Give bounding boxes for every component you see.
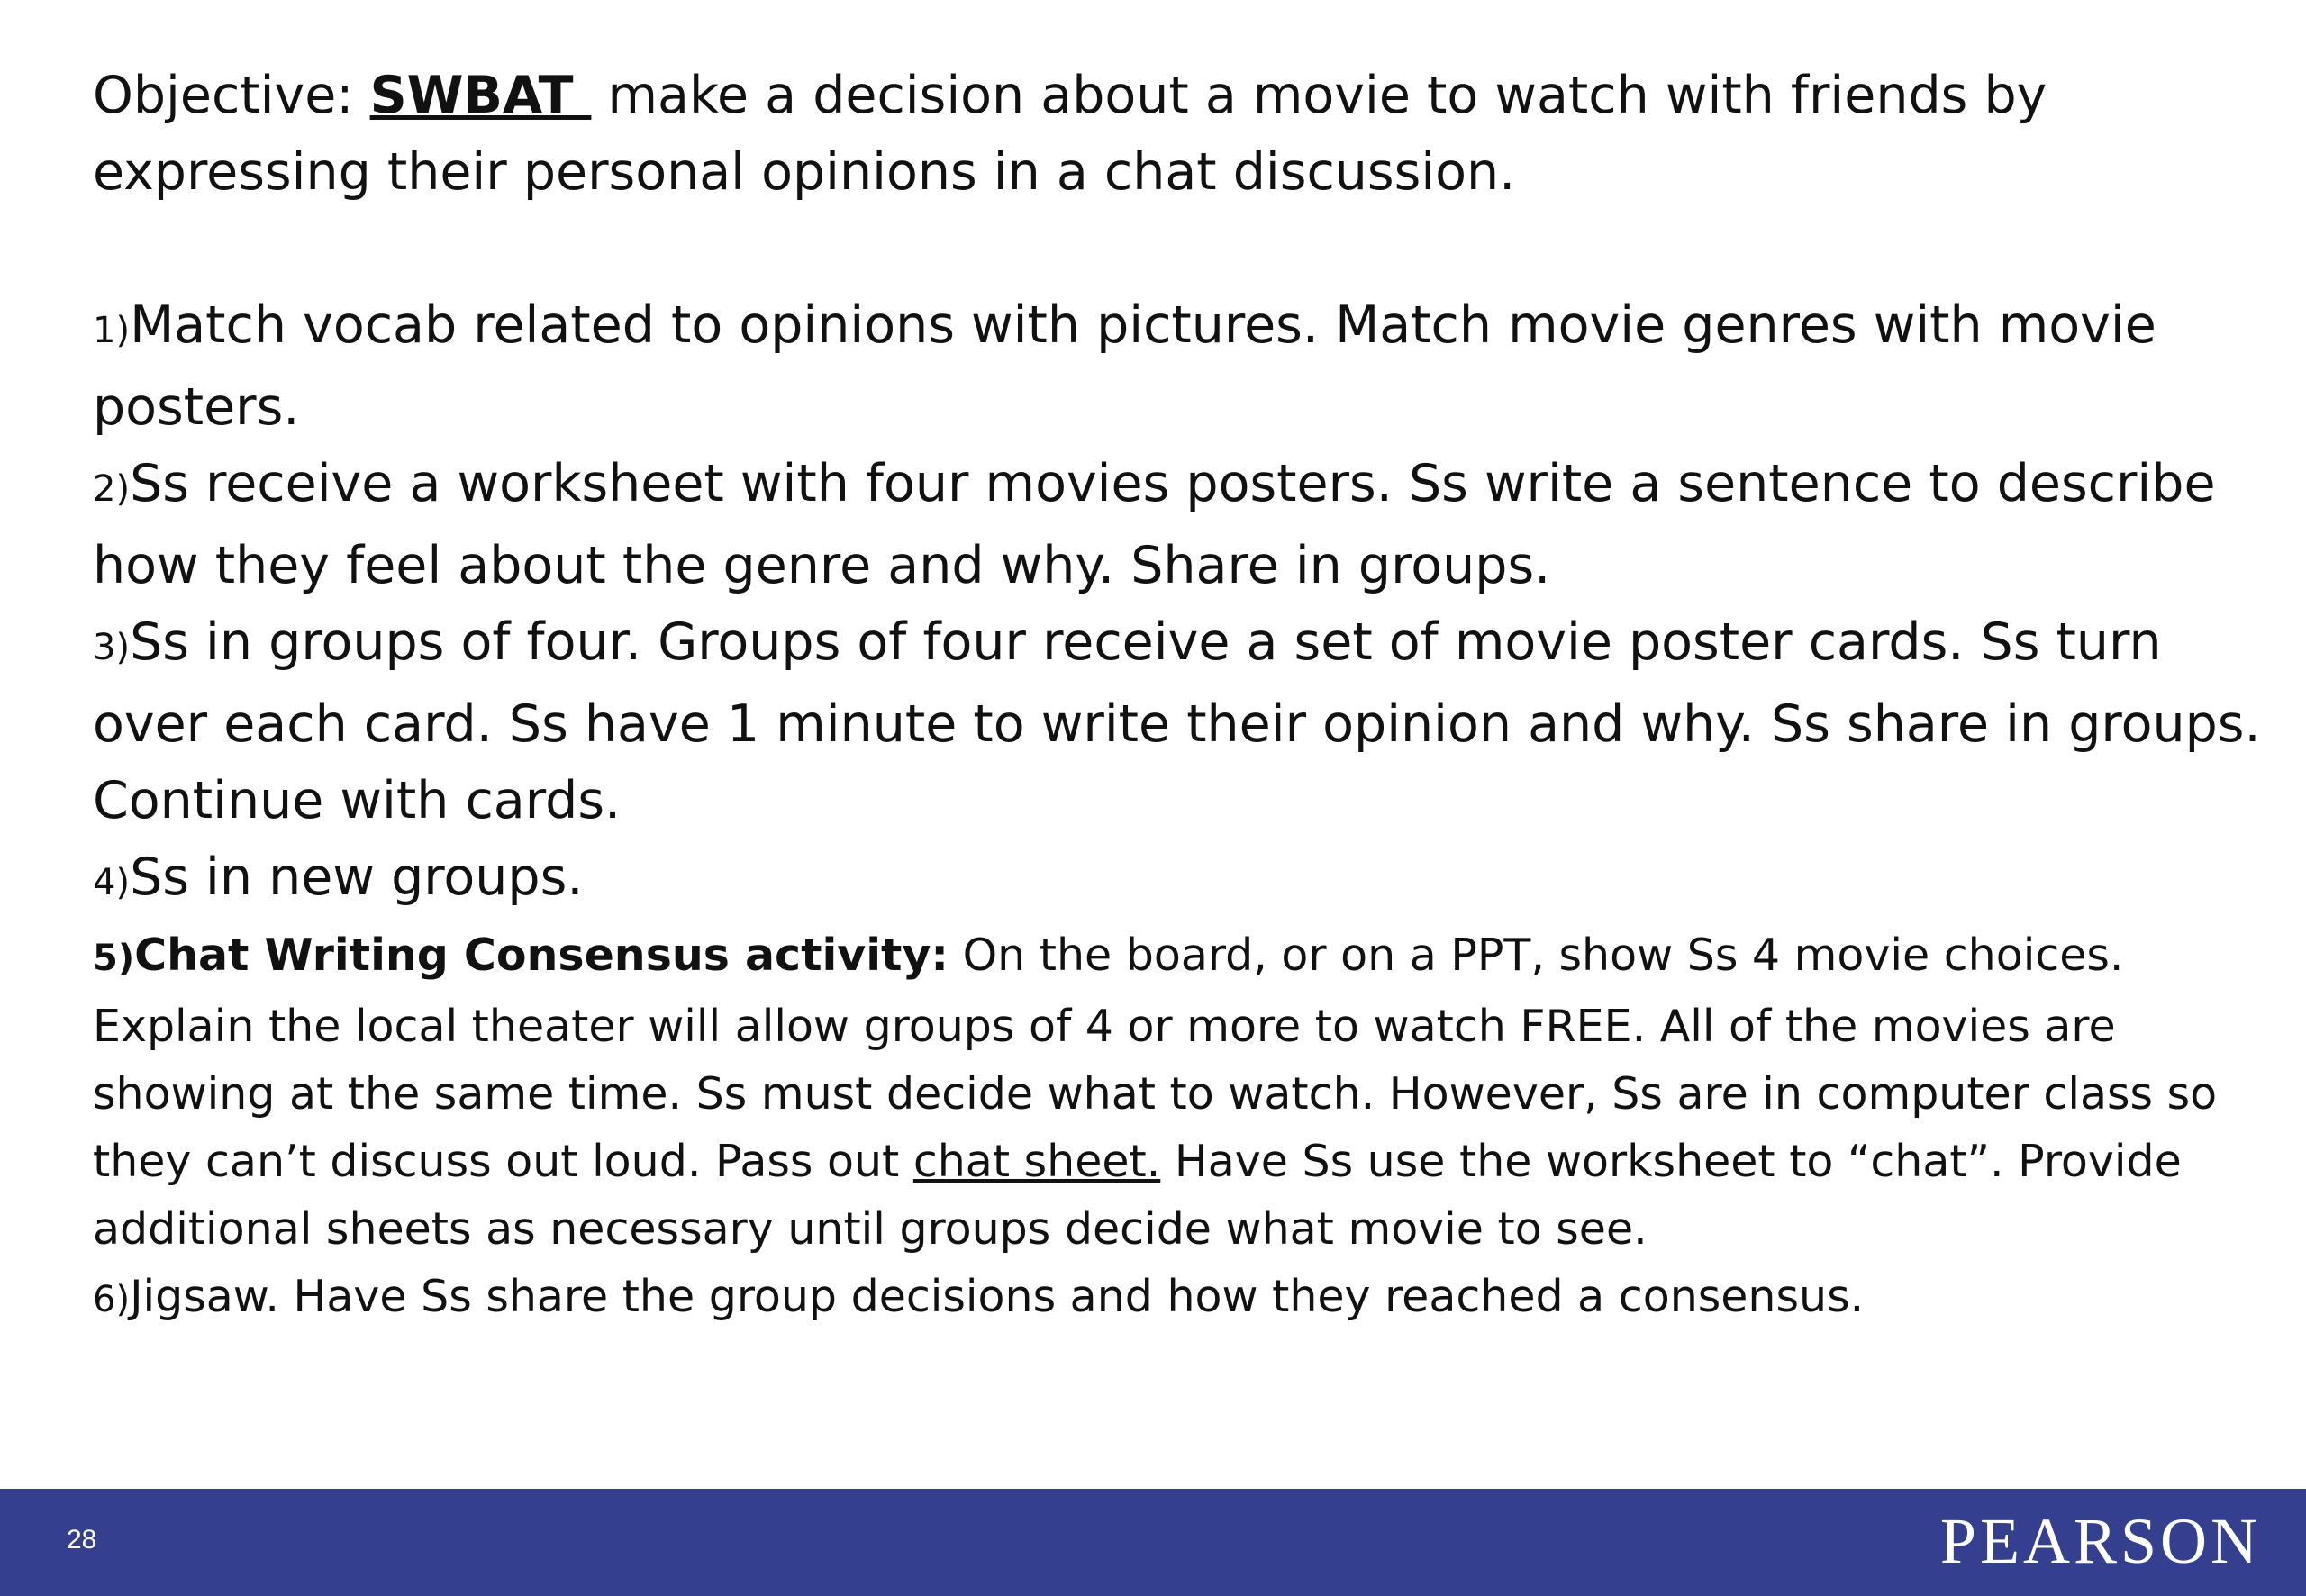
- step-number: 2): [93, 468, 131, 510]
- step-3: [93, 604, 2273, 839]
- pearson-logo: PEARSON: [1939, 1505, 2261, 1577]
- step-number: 4): [93, 862, 131, 903]
- step-text: Ss receive a worksheet with four movies posters. Ss write a sentence to describe how they feel about the genre and why. Share in groups.: [93, 454, 2216, 595]
- step-5: [93, 921, 2273, 1263]
- step-text: Jigsaw. Have Ss share the group decisions and how they reached a consensus.: [130, 1271, 1865, 1322]
- chat-sheet-link[interactable]: chat sheet.: [912, 1136, 1161, 1187]
- step-number: 3): [93, 627, 131, 668]
- step-4: [93, 839, 2273, 921]
- slide-content: [93, 58, 2273, 1334]
- step-heading: Chat Writing Consensus activity:: [134, 929, 949, 981]
- step-6: [93, 1263, 2273, 1334]
- step-text: Ss in groups of four. Groups of four receive a set of movie poster cards. Ss turn over each card. Ss have 1 minute to write their opinion and why. Ss share in groups. Continue with cards.: [93, 612, 2261, 830]
- swbat-label: SWBAT: [369, 66, 592, 125]
- objective: [93, 58, 2273, 211]
- spacer: [93, 211, 2273, 287]
- footer-bar: [0, 1489, 2306, 1596]
- step-text-continued: Have Ss use the worksheet to “chat”. Provide additional sheets as necessary until groups decide what movie to see.: [93, 1136, 2182, 1255]
- step-number: 6): [93, 1279, 131, 1320]
- step-2: [93, 446, 2273, 604]
- step-text: Ss in new groups.: [130, 848, 584, 907]
- step-number: 1): [93, 310, 131, 351]
- step-text: On the board, or on a PPT, show Ss 4 movie choices. Explain the local theater will allow groups of 4 or more to watch FREE. All of the movies are showing at the same time. Ss must decide what to watch. However, Ss are in computer class so they can’t discuss out loud. Pass out: [93, 929, 2218, 1187]
- page-number: 28: [67, 1525, 97, 1555]
- step-text: Match vocab related to opinions with pictures. Match movie genres with movie posters.: [93, 295, 2156, 437]
- objective-text: make a decision about a movie to watch with friends by expressing their personal opinions in a chat discussion.: [93, 66, 2047, 202]
- step-number: 5): [93, 938, 135, 979]
- objective-prefix: Objective:: [93, 66, 370, 125]
- step-1: [93, 287, 2273, 446]
